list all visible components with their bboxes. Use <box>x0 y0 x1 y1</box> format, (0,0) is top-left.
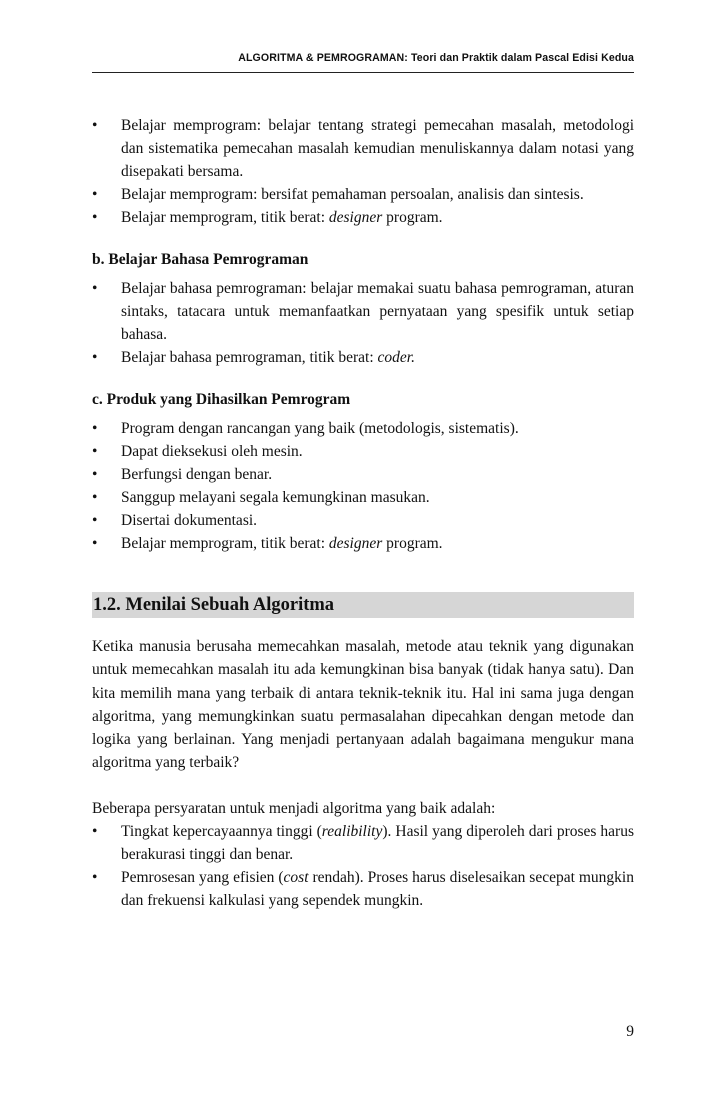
list-item: • Belajar bahasa pemrograman: belajar memakai suatu bahasa pemrograman, aturan sintaks, tatacara untuk memanfaatkan pernyataan yang spesifik untuk setiap bahasa. <box>92 277 634 346</box>
bullet-icon: • <box>92 489 98 506</box>
bullet-icon: • <box>92 280 98 297</box>
list-item: • Belajar bahasa pemrograman, titik berat: coder. <box>92 346 634 369</box>
page-body <box>92 114 634 912</box>
list-item: • Belajar memprogram, titik berat: designer program. <box>92 206 634 229</box>
list-item: • Dapat dieksekusi oleh mesin. <box>92 440 634 463</box>
paragraph-1: Ketika manusia berusaha memecahkan masalah, metode atau teknik yang digunakan untuk memecahkan masalah itu ada kemungkinan bisa banyak (tidak hanya satu). Dan kita memilih mana yang terbaik di antara teknik-teknik itu. Hal ini sama juga dengan algoritma, yang memungkinkan suatu permasalahan dipecahkan dengan metode dan logika yang berlainan. Yang menjadi pertanyaan adalah bagaimana mengukur mana algoritma yang terbaik? <box>92 638 634 772</box>
bullet-icon: • <box>92 349 98 366</box>
bullet-icon: • <box>92 209 98 226</box>
subheading-c: c. Produk yang Dihasilkan Pemrogram <box>92 391 351 408</box>
bullet-list-c <box>92 417 634 555</box>
bullet-list-b <box>92 277 634 369</box>
bullet-icon: • <box>92 535 98 552</box>
list-item: • Belajar memprogram: belajar tentang strategi pemecahan masalah, metodologi dan sistematika pemecahan masalah kemudian menuliskannya dalam notasi yang disepakati bersama. <box>92 114 634 183</box>
list-item: • Program dengan rancangan yang baik (metodologis, sistematis). <box>92 417 634 440</box>
list-item: • Belajar memprogram, titik berat: designer program. <box>92 532 634 555</box>
page-number: 9 <box>626 1023 634 1040</box>
bullet-icon: • <box>92 443 98 460</box>
bullet-icon: • <box>92 869 98 887</box>
bullet-icon: • <box>92 186 98 203</box>
bullet-icon: • <box>92 823 98 841</box>
bullet-icon: • <box>92 512 98 529</box>
bullet-list-a <box>92 114 634 229</box>
list-item: • Disertai dokumentasi. <box>92 509 634 532</box>
list-item: • Pemrosesan yang efisien (cost rendah). Proses harus diselesaikan secepat mungkin dan frekuensi kalkulasi yang sependek mungkin. <box>92 866 634 912</box>
bullet-icon: • <box>92 117 98 134</box>
bullet-icon: • <box>92 420 98 437</box>
bullet-icon: • <box>92 466 98 483</box>
list-item: • Belajar memprogram: bersifat pemahaman persoalan, analisis dan sintesis. <box>92 183 634 206</box>
subheading-b: b. Belajar Bahasa Pemrograman <box>92 251 309 268</box>
list-item: • Sanggup melayani segala kemungkinan masukan. <box>92 486 634 509</box>
running-header: ALGORITMA & PEMROGRAMAN: Teori dan Praktik dalam Pascal Edisi Kedua <box>238 52 634 64</box>
list-item: • Berfungsi dengan benar. <box>92 463 634 486</box>
header-rule <box>92 72 634 73</box>
list-item: • Tingkat kepercayaannya tinggi (realibility). Hasil yang diperoleh dari proses harus berakurasi tinggi dan benar. <box>92 820 634 866</box>
section-title: 1.2. Menilai Sebuah Algoritma <box>92 592 634 618</box>
bullet-list-requirements <box>92 820 634 912</box>
paragraph-2-intro: Beberapa persyaratan untuk menjadi algoritma yang baik adalah: <box>92 799 496 817</box>
